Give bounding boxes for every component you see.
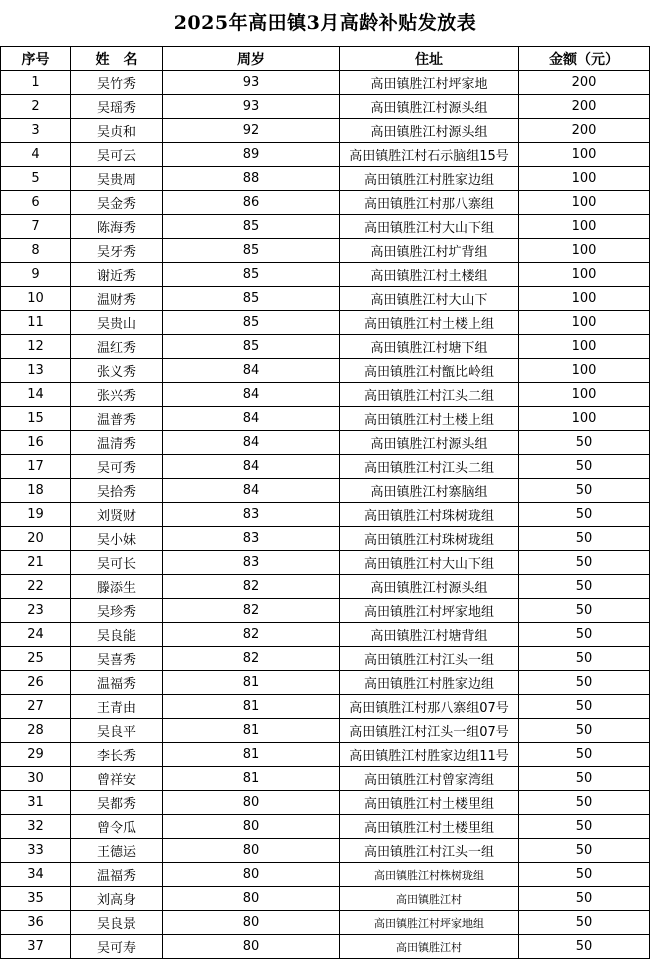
row-age: 80 — [163, 815, 340, 839]
row-amount: 100 — [519, 407, 650, 431]
row-name: 吴贵山 — [71, 311, 163, 335]
row-amount: 50 — [519, 503, 650, 527]
row-age: 84 — [163, 455, 340, 479]
row-name: 吴都秀 — [71, 791, 163, 815]
row-index: 15 — [1, 407, 71, 431]
row-index: 2 — [1, 95, 71, 119]
row-address: 高田镇胜江村坪家地 — [340, 71, 519, 95]
row-amount: 100 — [519, 383, 650, 407]
table-row — [1, 791, 650, 815]
row-amount: 50 — [519, 743, 650, 767]
row-index: 7 — [1, 215, 71, 239]
row-age: 85 — [163, 287, 340, 311]
row-index: 30 — [1, 767, 71, 791]
header-index: 序号 — [1, 47, 71, 71]
row-amount: 100 — [519, 215, 650, 239]
row-name: 吴良平 — [71, 719, 163, 743]
row-address: 高田镇胜江村曾家湾组 — [340, 767, 519, 791]
row-index: 26 — [1, 671, 71, 695]
row-age: 80 — [163, 863, 340, 887]
row-index: 5 — [1, 167, 71, 191]
row-amount: 50 — [519, 887, 650, 911]
row-amount: 50 — [519, 695, 650, 719]
row-index: 24 — [1, 623, 71, 647]
row-age: 80 — [163, 839, 340, 863]
table-row — [1, 383, 650, 407]
header-address: 住址 — [340, 47, 519, 71]
row-address: 高田镇胜江村珠树珑组 — [340, 527, 519, 551]
row-index: 23 — [1, 599, 71, 623]
row-address: 高田镇胜江村胜家边组 — [340, 167, 519, 191]
row-age: 84 — [163, 359, 340, 383]
row-index: 8 — [1, 239, 71, 263]
row-name: 陈海秀 — [71, 215, 163, 239]
row-amount: 100 — [519, 287, 650, 311]
row-index: 21 — [1, 551, 71, 575]
row-address: 高田镇胜江村土楼组 — [340, 263, 519, 287]
table-row — [1, 503, 650, 527]
row-index: 1 — [1, 71, 71, 95]
row-index: 19 — [1, 503, 71, 527]
table-row — [1, 215, 650, 239]
row-index: 9 — [1, 263, 71, 287]
row-amount: 50 — [519, 599, 650, 623]
row-name: 温财秀 — [71, 287, 163, 311]
row-amount: 50 — [519, 719, 650, 743]
table-row — [1, 71, 650, 95]
row-name: 刘贤财 — [71, 503, 163, 527]
row-name: 吴小妹 — [71, 527, 163, 551]
header-name: 姓 名 — [71, 47, 163, 71]
row-name: 吴可秀 — [71, 455, 163, 479]
table-row — [1, 767, 650, 791]
header-amount: 金额（元） — [519, 47, 650, 71]
row-amount: 100 — [519, 239, 650, 263]
row-amount: 50 — [519, 623, 650, 647]
row-index: 13 — [1, 359, 71, 383]
table-row — [1, 935, 650, 959]
row-amount: 50 — [519, 767, 650, 791]
table-row — [1, 647, 650, 671]
row-name: 吴金秀 — [71, 191, 163, 215]
row-amount: 200 — [519, 119, 650, 143]
row-address: 高田镇胜江村株树珑组 — [340, 863, 519, 887]
table-row — [1, 863, 650, 887]
table-row — [1, 551, 650, 575]
row-index: 12 — [1, 335, 71, 359]
row-age: 80 — [163, 935, 340, 959]
table-row — [1, 239, 650, 263]
table-row — [1, 527, 650, 551]
row-age: 80 — [163, 887, 340, 911]
row-name: 张兴秀 — [71, 383, 163, 407]
row-address: 高田镇胜江村大山下 — [340, 287, 519, 311]
row-age: 81 — [163, 671, 340, 695]
row-index: 31 — [1, 791, 71, 815]
row-address: 高田镇胜江村甑比岭组 — [340, 359, 519, 383]
row-age: 86 — [163, 191, 340, 215]
row-age: 93 — [163, 71, 340, 95]
row-age: 81 — [163, 719, 340, 743]
table-row — [1, 119, 650, 143]
row-address: 高田镇胜江村土楼里组 — [340, 815, 519, 839]
row-age: 93 — [163, 95, 340, 119]
row-age: 83 — [163, 527, 340, 551]
row-address: 高田镇胜江村源头组 — [340, 575, 519, 599]
row-address: 高田镇胜江村塘下组 — [340, 335, 519, 359]
row-age: 80 — [163, 791, 340, 815]
row-amount: 50 — [519, 863, 650, 887]
row-address: 高田镇胜江村江头一组 — [340, 839, 519, 863]
row-name: 曾祥安 — [71, 767, 163, 791]
row-address: 高田镇胜江村胜家边组11号 — [340, 743, 519, 767]
row-amount: 50 — [519, 479, 650, 503]
row-amount: 50 — [519, 455, 650, 479]
row-name: 吴珍秀 — [71, 599, 163, 623]
row-name: 温普秀 — [71, 407, 163, 431]
table-row — [1, 911, 650, 935]
row-index: 34 — [1, 863, 71, 887]
page-title: 2025年高田镇3月高龄补贴发放表 — [173, 12, 477, 34]
row-address: 高田镇胜江村源头组 — [340, 119, 519, 143]
row-name: 温福秀 — [71, 863, 163, 887]
row-age: 88 — [163, 167, 340, 191]
table-row — [1, 167, 650, 191]
row-age: 85 — [163, 215, 340, 239]
row-amount: 50 — [519, 671, 650, 695]
row-name: 曾令瓜 — [71, 815, 163, 839]
row-index: 22 — [1, 575, 71, 599]
table-body — [1, 71, 650, 959]
row-name: 温清秀 — [71, 431, 163, 455]
row-amount: 50 — [519, 551, 650, 575]
row-index: 25 — [1, 647, 71, 671]
row-name: 吴良景 — [71, 911, 163, 935]
row-name: 王青由 — [71, 695, 163, 719]
row-age: 85 — [163, 335, 340, 359]
row-age: 84 — [163, 479, 340, 503]
row-name: 滕添生 — [71, 575, 163, 599]
table-row — [1, 623, 650, 647]
row-address: 高田镇胜江村珠树珑组 — [340, 503, 519, 527]
row-address: 高田镇胜江村坪家地组 — [340, 911, 519, 935]
row-address: 高田镇胜江村大山下组 — [340, 215, 519, 239]
row-index: 36 — [1, 911, 71, 935]
table-row — [1, 479, 650, 503]
row-address: 高田镇胜江村源头组 — [340, 95, 519, 119]
row-address: 高田镇胜江村源头组 — [340, 431, 519, 455]
row-index: 29 — [1, 743, 71, 767]
table-row — [1, 335, 650, 359]
row-amount: 100 — [519, 167, 650, 191]
row-name: 李长秀 — [71, 743, 163, 767]
table-row — [1, 407, 650, 431]
row-address: 高田镇胜江村寨脑组 — [340, 479, 519, 503]
header-age: 周岁 — [163, 47, 340, 71]
row-name: 吴可寿 — [71, 935, 163, 959]
row-age: 92 — [163, 119, 340, 143]
row-index: 11 — [1, 311, 71, 335]
row-address: 高田镇胜江村那八寨组 — [340, 191, 519, 215]
row-age: 82 — [163, 647, 340, 671]
row-name: 吴拾秀 — [71, 479, 163, 503]
row-index: 3 — [1, 119, 71, 143]
row-address: 高田镇胜江村圹背组 — [340, 239, 519, 263]
row-amount: 100 — [519, 311, 650, 335]
row-address: 高田镇胜江村那八寨组07号 — [340, 695, 519, 719]
row-age: 83 — [163, 551, 340, 575]
row-amount: 100 — [519, 359, 650, 383]
row-name: 温福秀 — [71, 671, 163, 695]
subsidy-table — [0, 46, 650, 959]
row-index: 33 — [1, 839, 71, 863]
row-index: 16 — [1, 431, 71, 455]
row-amount: 50 — [519, 791, 650, 815]
row-address: 高田镇胜江村 — [340, 935, 519, 959]
row-age: 82 — [163, 599, 340, 623]
row-name: 吴贵周 — [71, 167, 163, 191]
row-amount: 200 — [519, 71, 650, 95]
row-name: 吴竹秀 — [71, 71, 163, 95]
table-row — [1, 839, 650, 863]
row-amount: 50 — [519, 527, 650, 551]
row-index: 14 — [1, 383, 71, 407]
row-address: 高田镇胜江村江头一组07号 — [340, 719, 519, 743]
row-age: 84 — [163, 407, 340, 431]
row-amount: 50 — [519, 911, 650, 935]
row-index: 28 — [1, 719, 71, 743]
table-row — [1, 671, 650, 695]
row-age: 84 — [163, 383, 340, 407]
row-age: 81 — [163, 695, 340, 719]
row-age: 82 — [163, 575, 340, 599]
row-name: 刘高身 — [71, 887, 163, 911]
row-name: 张义秀 — [71, 359, 163, 383]
row-address: 高田镇胜江村大山下组 — [340, 551, 519, 575]
table-row — [1, 743, 650, 767]
row-age: 81 — [163, 767, 340, 791]
table-row — [1, 263, 650, 287]
row-age: 84 — [163, 431, 340, 455]
row-amount: 50 — [519, 935, 650, 959]
table-row — [1, 719, 650, 743]
row-address: 高田镇胜江村土楼上组 — [340, 407, 519, 431]
row-address: 高田镇胜江村坪家地组 — [340, 599, 519, 623]
row-age: 81 — [163, 743, 340, 767]
row-address: 高田镇胜江村胜家边组 — [340, 671, 519, 695]
row-age: 80 — [163, 911, 340, 935]
row-name: 吴喜秀 — [71, 647, 163, 671]
row-amount: 50 — [519, 647, 650, 671]
row-index: 27 — [1, 695, 71, 719]
table-header-row — [1, 47, 650, 71]
row-index: 4 — [1, 143, 71, 167]
row-address: 高田镇胜江村土楼上组 — [340, 311, 519, 335]
table-row — [1, 695, 650, 719]
table-row — [1, 455, 650, 479]
row-age: 83 — [163, 503, 340, 527]
row-address: 高田镇胜江村土楼里组 — [340, 791, 519, 815]
row-age: 85 — [163, 263, 340, 287]
table-row — [1, 359, 650, 383]
row-index: 6 — [1, 191, 71, 215]
row-amount: 100 — [519, 335, 650, 359]
row-address: 高田镇胜江村塘背组 — [340, 623, 519, 647]
row-name: 谢近秀 — [71, 263, 163, 287]
row-index: 10 — [1, 287, 71, 311]
row-address: 高田镇胜江村江头二组 — [340, 455, 519, 479]
row-address: 高田镇胜江村江头一组 — [340, 647, 519, 671]
row-name: 吴良能 — [71, 623, 163, 647]
table-row — [1, 599, 650, 623]
table-row — [1, 887, 650, 911]
row-amount: 50 — [519, 839, 650, 863]
table-row — [1, 287, 650, 311]
row-age: 85 — [163, 311, 340, 335]
row-name: 吴牙秀 — [71, 239, 163, 263]
row-name: 吴瑶秀 — [71, 95, 163, 119]
row-index: 32 — [1, 815, 71, 839]
row-age: 89 — [163, 143, 340, 167]
row-index: 37 — [1, 935, 71, 959]
row-index: 18 — [1, 479, 71, 503]
table-row — [1, 575, 650, 599]
row-index: 35 — [1, 887, 71, 911]
table-row — [1, 815, 650, 839]
row-index: 17 — [1, 455, 71, 479]
row-name: 吴可云 — [71, 143, 163, 167]
row-amount: 50 — [519, 575, 650, 599]
row-name: 吴贞和 — [71, 119, 163, 143]
table-row — [1, 191, 650, 215]
row-address: 高田镇胜江村江头二组 — [340, 383, 519, 407]
row-name: 温红秀 — [71, 335, 163, 359]
row-amount: 50 — [519, 431, 650, 455]
row-address: 高田镇胜江村石示脑组15号 — [340, 143, 519, 167]
table-row — [1, 311, 650, 335]
row-address: 高田镇胜江村 — [340, 887, 519, 911]
row-age: 82 — [163, 623, 340, 647]
table-row — [1, 95, 650, 119]
row-amount: 100 — [519, 191, 650, 215]
row-amount: 200 — [519, 95, 650, 119]
table-row — [1, 143, 650, 167]
row-age: 85 — [163, 239, 340, 263]
table-row — [1, 431, 650, 455]
row-name: 吴可长 — [71, 551, 163, 575]
row-amount: 100 — [519, 143, 650, 167]
row-amount: 100 — [519, 263, 650, 287]
row-index: 20 — [1, 527, 71, 551]
row-name: 王德运 — [71, 839, 163, 863]
row-amount: 50 — [519, 815, 650, 839]
